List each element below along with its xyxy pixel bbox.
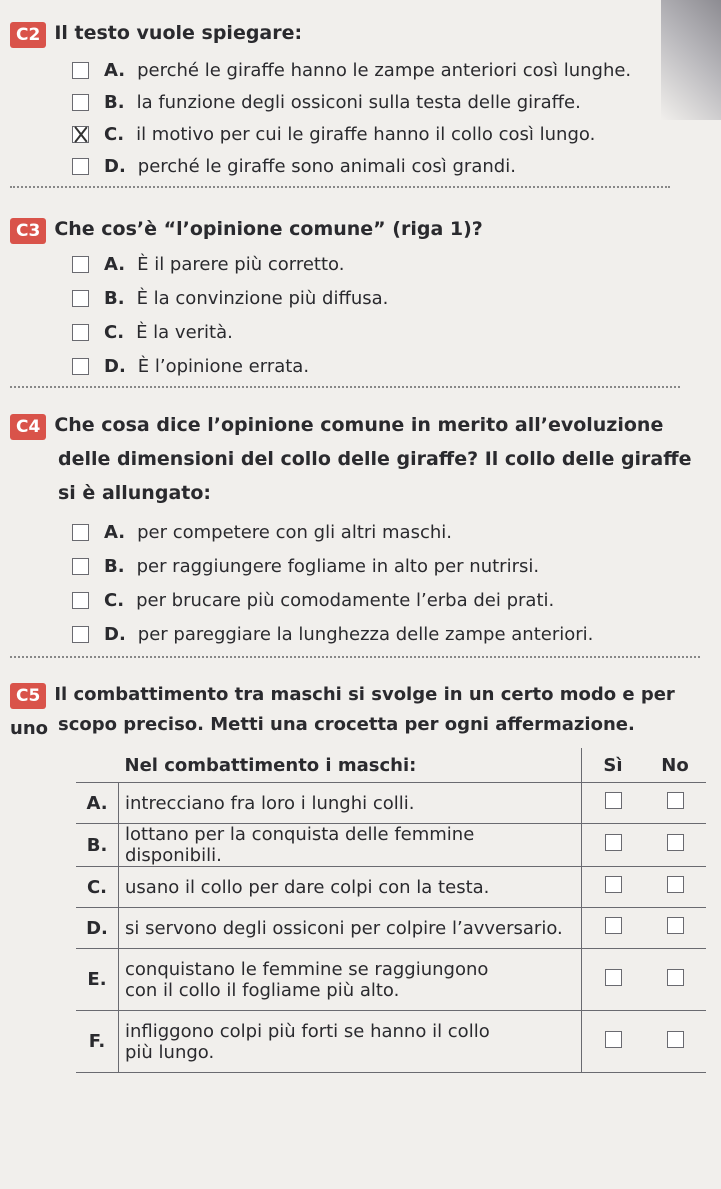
checkbox-si[interactable]: [605, 917, 622, 934]
option-letter: B.: [104, 91, 125, 113]
checkbox-no[interactable]: [667, 834, 684, 851]
divider: [10, 186, 670, 188]
option-c3-a[interactable]: [72, 250, 344, 278]
option-letter: C.: [104, 589, 125, 611]
table-row: [76, 867, 706, 908]
table-row: [76, 949, 706, 1011]
checkbox-no[interactable]: [667, 792, 684, 809]
option-letter: C.: [104, 123, 125, 145]
checkbox[interactable]: [72, 256, 89, 273]
option-c3-b[interactable]: [72, 284, 388, 312]
option-text: È la verità.: [136, 321, 233, 343]
table-row: [76, 824, 706, 867]
checkbox[interactable]: [72, 290, 89, 307]
question-text: Che cos’è “l’opinione comune” (riga 1)?: [54, 218, 483, 240]
option-text: perché le giraffe sono animali così grandi.: [137, 155, 516, 177]
option-text: per pareggiare la lunghezza delle zampe anteriori.: [137, 623, 594, 645]
question-c4: [10, 408, 710, 442]
row-text: intrecciano fra loro i lunghi colli.: [119, 783, 582, 824]
question-tag: C4: [10, 414, 46, 440]
option-c2-d[interactable]: [72, 152, 516, 180]
checkbox[interactable]: [72, 524, 89, 541]
option-letter: D.: [104, 623, 126, 645]
checkbox[interactable]: [72, 558, 89, 575]
option-letter: D.: [104, 155, 126, 177]
question-c3: [10, 212, 710, 246]
option-text: È il parere più corretto.: [137, 253, 345, 275]
question-text-line2: delle dimensioni del collo delle giraffe? Il collo delle giraffe: [58, 448, 692, 470]
option-letter: A.: [104, 253, 126, 275]
divider: [10, 656, 700, 658]
checkbox-si[interactable]: [605, 792, 622, 809]
question-text: Il testo vuole spiegare:: [54, 22, 303, 44]
option-letter: A.: [104, 59, 126, 81]
question-tag: C3: [10, 218, 46, 244]
option-text: per raggiungere fogliame in alto per nutrirsi.: [136, 555, 540, 577]
option-text: È l’opinione errata.: [137, 355, 310, 377]
option-text: perché le giraffe hanno le zampe anteriori così lunghe.: [137, 59, 632, 81]
column-no: No: [644, 748, 706, 783]
option-letter: B.: [104, 555, 125, 577]
option-c4-d[interactable]: [72, 620, 593, 648]
option-c2-b[interactable]: [72, 88, 581, 116]
option-text: per brucare più comodamente l’erba dei prati.: [136, 589, 555, 611]
column-si: Sì: [582, 748, 645, 783]
checkbox[interactable]: [72, 358, 89, 375]
checkbox-no[interactable]: [667, 969, 684, 986]
checkbox-si[interactable]: [605, 969, 622, 986]
checkbox[interactable]: [72, 158, 89, 175]
row-text: usano il collo per dare colpi con la testa.: [119, 867, 582, 908]
question-text-line1: Il combattimento tra maschi si svolge in un certo modo e per uno: [10, 684, 675, 739]
checkbox[interactable]: [72, 62, 89, 79]
question-text-line1: Che cosa dice l’opinione comune in merito all’evoluzione: [54, 414, 664, 436]
row-letter: A.: [76, 783, 119, 824]
row-text: si servono degli ossiconi per colpire l’avversario.: [119, 908, 582, 949]
table-header: Nel combattimento i maschi:: [119, 748, 582, 783]
checkbox[interactable]: [72, 324, 89, 341]
option-text: il motivo per cui le giraffe hanno il collo così lungo.: [136, 123, 596, 145]
option-c4-a[interactable]: [72, 518, 452, 546]
row-letter: F.: [76, 1011, 119, 1073]
option-c4-c[interactable]: [72, 586, 554, 614]
checkbox[interactable]: [72, 592, 89, 609]
option-text: per competere con gli altri maschi.: [137, 521, 452, 543]
question-text-line2: scopo preciso. Metti una crocetta per ogni affermazione.: [58, 714, 635, 735]
table-row: [76, 908, 706, 949]
checkbox[interactable]: [72, 94, 89, 111]
row-letter: E.: [76, 949, 119, 1011]
option-letter: D.: [104, 355, 126, 377]
checkbox[interactable]: [72, 626, 89, 643]
option-text: È la convinzione più diffusa.: [136, 287, 389, 309]
option-c3-c[interactable]: [72, 318, 233, 346]
row-letter: B.: [76, 824, 119, 867]
option-letter: C.: [104, 321, 125, 343]
checkbox-no[interactable]: [667, 1031, 684, 1048]
divider: [10, 386, 680, 388]
checkbox-no[interactable]: [667, 876, 684, 893]
option-c3-d[interactable]: [72, 352, 309, 380]
question-tag: C2: [10, 22, 46, 48]
table-row: [76, 783, 706, 824]
row-text: infliggono colpi più forti se hanno il collo più lungo.: [119, 1011, 582, 1073]
question-text-line3: si è allungato:: [58, 482, 211, 504]
option-c2-c[interactable]: [72, 120, 595, 148]
row-letter: D.: [76, 908, 119, 949]
checkbox-no[interactable]: [667, 917, 684, 934]
option-letter: B.: [104, 287, 125, 309]
option-text: la funzione degli ossiconi sulla testa delle giraffe.: [136, 91, 581, 113]
statements-table: [76, 748, 706, 1073]
checkbox-si[interactable]: [605, 876, 622, 893]
row-text: lottano per la conquista delle femmine disponibili.: [119, 824, 582, 867]
question-c2: [10, 16, 710, 50]
option-c2-a[interactable]: [72, 56, 631, 84]
checkbox-si[interactable]: [605, 1031, 622, 1048]
row-letter: C.: [76, 867, 119, 908]
question-tag: C5: [10, 683, 46, 709]
table-row: [76, 1011, 706, 1073]
table-header-row: [76, 748, 706, 783]
option-c4-b[interactable]: [72, 552, 539, 580]
row-text: conquistano le femmine se raggiungono con il collo il fogliame più alto.: [119, 949, 582, 1011]
option-letter: A.: [104, 521, 126, 543]
checkbox-checked[interactable]: [72, 126, 89, 143]
checkbox-si[interactable]: [605, 834, 622, 851]
